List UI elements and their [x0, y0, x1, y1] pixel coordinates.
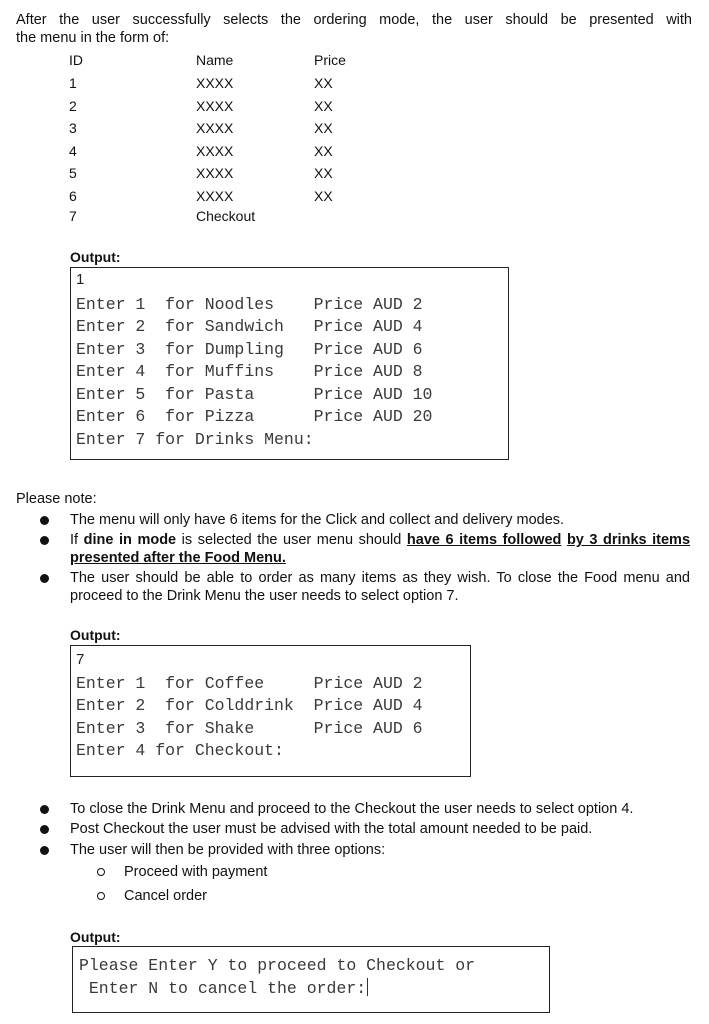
drink-menu-console — [70, 645, 471, 777]
bullet-icon — [40, 805, 49, 814]
console-line: Please Enter Y to proceed to Checkout or — [79, 956, 476, 975]
output-label: Output: — [70, 929, 121, 945]
table-row-name: XXXX — [196, 98, 234, 114]
note-bullet-2-line-1: If dine in mode is selected the user menu should have 6 items followed by 3 drinks items — [70, 532, 691, 548]
table-row-name: XXXX — [196, 165, 234, 181]
bullet-icon — [40, 536, 49, 545]
post-bullet-2: Post Checkout the user must be advised with the total amount needed to be paid. — [70, 821, 593, 837]
console-line: Enter 2 for Colddrink Price AUD 4 — [76, 696, 423, 715]
table-header-id: ID — [69, 52, 83, 68]
output-label: Output: — [70, 249, 121, 265]
table-row-id: 7 — [69, 208, 77, 224]
table-row-name: Checkout — [196, 208, 256, 224]
intro-text-line-1: After the user successfully selects the ordering mode, the user should be presented with — [16, 12, 692, 28]
note-bullet-1: The menu will only have 6 items for the Click and collect and delivery modes. — [70, 512, 565, 528]
console-line: Enter 3 for Dumpling Price AUD 6 — [76, 340, 423, 359]
food-menu-console — [70, 267, 509, 460]
note-bullet-3-line-1: The user should be able to order as many items as they wish. To close the Food menu and — [70, 570, 690, 586]
console-line: Enter 1 for Noodles Price AUD 2 — [76, 295, 423, 314]
post-bullet-3: The user will then be provided with three options: — [70, 842, 386, 858]
console-line: Enter 3 for Shake Price AUD 6 — [76, 719, 423, 738]
console-line: Enter 1 for Coffee Price AUD 2 — [76, 674, 423, 693]
table-row-id: 5 — [69, 165, 77, 181]
table-row-price: XX — [314, 98, 333, 114]
intro-text-line-2: the menu in the form of: — [16, 30, 170, 46]
table-row-price: XX — [314, 188, 333, 204]
table-row-id: 4 — [69, 143, 77, 159]
note-bullet-2-line-2: presented after the Food Menu. — [70, 550, 286, 566]
table-row-price: XX — [314, 143, 333, 159]
table-row-name: XXXX — [196, 188, 234, 204]
console-line: Enter 6 for Pizza Price AUD 20 — [76, 407, 433, 426]
bullet-icon — [40, 846, 49, 855]
table-row-price: XX — [314, 75, 333, 91]
bullet-icon — [40, 516, 49, 525]
table-row-price: XX — [314, 165, 333, 181]
table-row-price: XX — [314, 120, 333, 136]
console-prompt-line[interactable]: Enter N to cancel the order: — [79, 979, 367, 998]
console-line: Enter 4 for Muffins Price AUD 8 — [76, 362, 423, 381]
table-header-price: Price — [314, 52, 346, 68]
note-bullet-3-line-2: proceed to the Drink Menu the user needs to select option 7. — [70, 588, 459, 604]
table-header-name: Name — [196, 52, 234, 68]
circle-bullet-icon — [97, 892, 105, 900]
output-label: Output: — [70, 627, 121, 643]
post-bullet-1: To close the Drink Menu and proceed to the Checkout the user needs to select option 4. — [70, 801, 634, 817]
bullet-icon — [40, 574, 49, 583]
table-row-id: 1 — [69, 75, 77, 91]
console-input: 7 — [76, 651, 85, 668]
sub-option-proceed: Proceed with payment — [124, 864, 268, 880]
console-line: Enter 5 for Pasta Price AUD 10 — [76, 385, 433, 404]
table-row-name: XXXX — [196, 143, 234, 159]
console-line: Enter 2 for Sandwich Price AUD 4 — [76, 317, 423, 336]
circle-bullet-icon — [97, 868, 105, 876]
table-row-name: XXXX — [196, 75, 234, 91]
table-row-name: XXXX — [196, 120, 234, 136]
table-row-id: 2 — [69, 98, 77, 114]
table-row-id: 6 — [69, 188, 77, 204]
notes-title: Please note: — [16, 491, 97, 507]
sub-option-cancel: Cancel order — [124, 888, 208, 904]
text-cursor — [367, 978, 368, 996]
console-line: Enter 4 for Checkout: — [76, 741, 284, 760]
table-row-id: 3 — [69, 120, 77, 136]
console-input: 1 — [76, 271, 85, 288]
checkout-console — [72, 946, 550, 1013]
console-line: Enter 7 for Drinks Menu: — [76, 430, 314, 449]
bullet-icon — [40, 825, 49, 834]
